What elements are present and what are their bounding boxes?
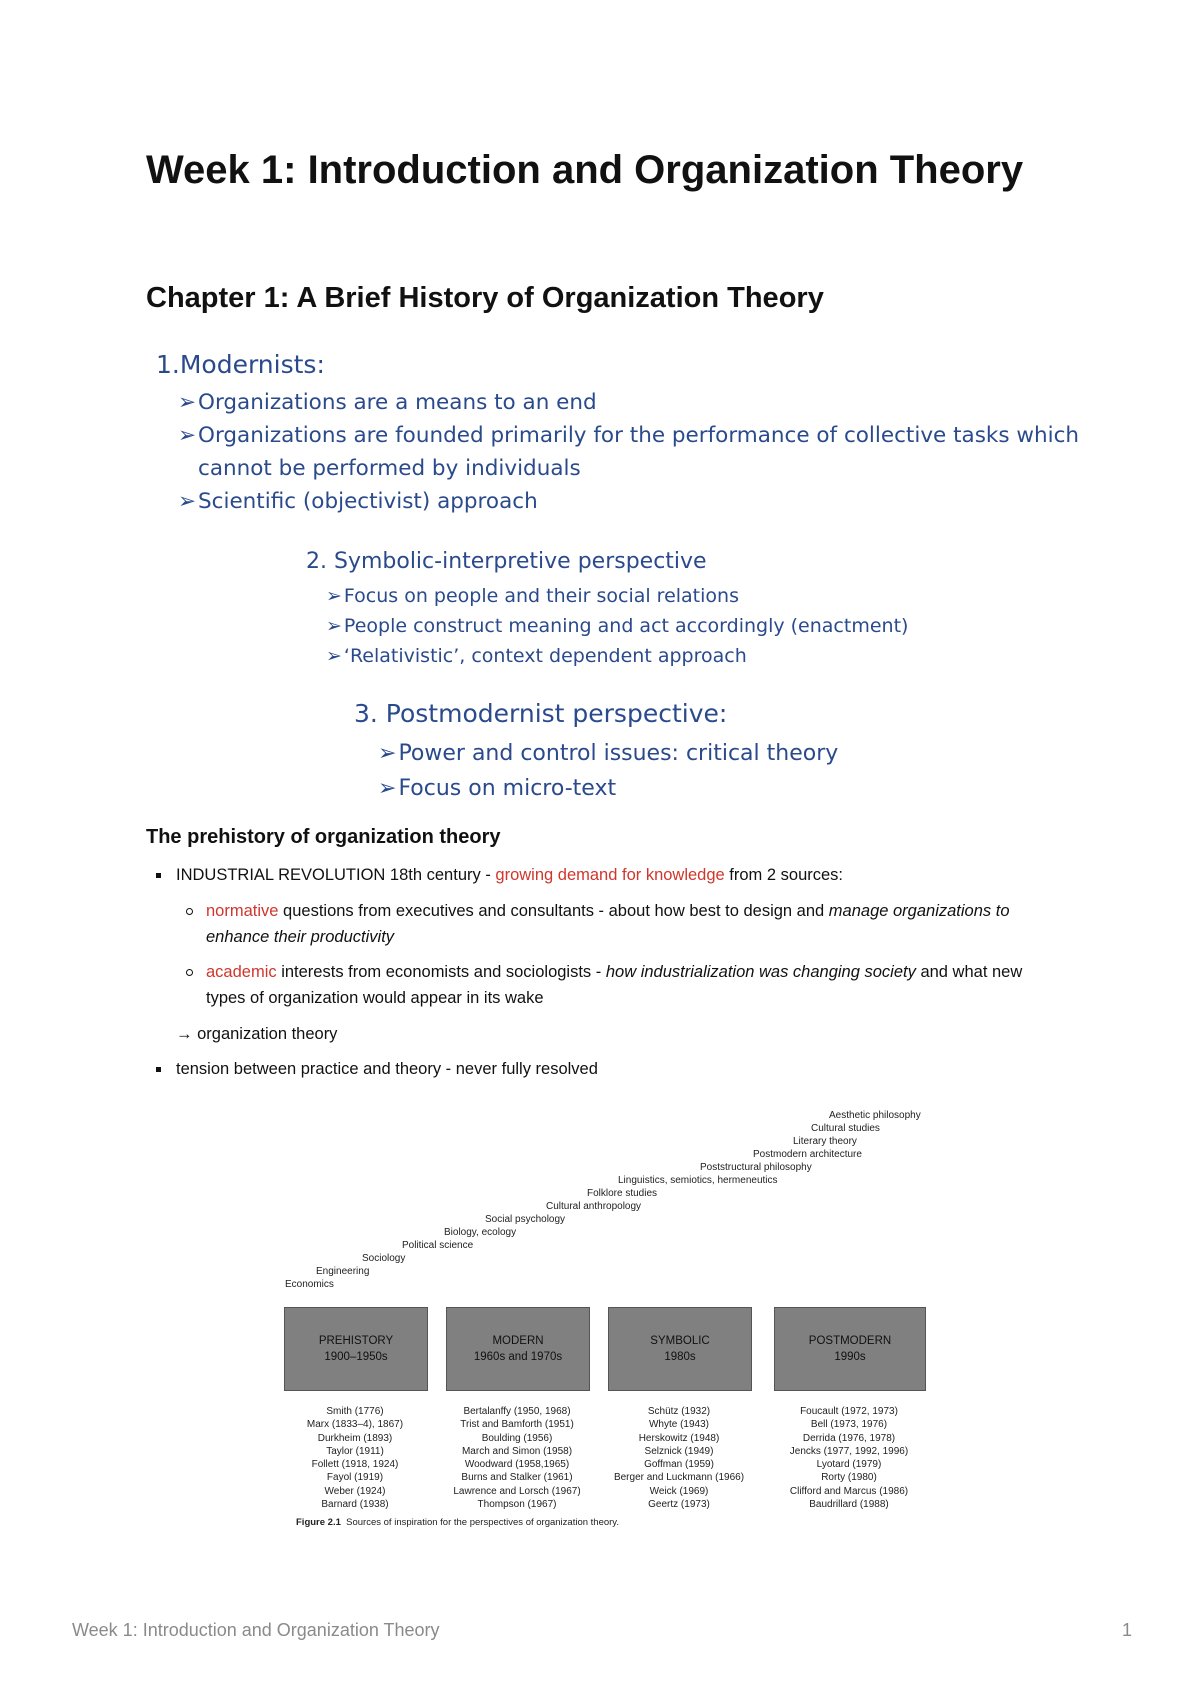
arrow-bullet-icon: ➢ (178, 489, 197, 514)
arrow-bullet-icon: ➢ (326, 615, 342, 637)
modernists-point-3: ➢Scientific (objectivist) approach (178, 489, 538, 514)
page-number: 1 (1122, 1620, 1133, 1640)
period-box-prehistory: PREHISTORY 1900–1950s (284, 1307, 428, 1391)
modernists-point-2: ➢Organizations are founded primarily for the performance of collective tasks which (178, 423, 1080, 448)
postmodern-heading: 3. Postmodernist perspective: (354, 699, 728, 728)
authors-modern: Bertalanffy (1950, 1968) Trist and Bamforth (1951) Boulding (1956) March and Simon (1958) Woodward (1958,1965) Burns and Stalker (1961) Lawrence and Lorsch (1967) Thompson (1967) (453, 1406, 581, 1511)
postmodern-point-1: ➢Power and control issues: critical theory (378, 741, 839, 766)
prehistory-result: → organization theory (176, 1025, 338, 1043)
arrow-bullet-icon: ➢ (178, 423, 197, 448)
period-box-modern: MODERN 1960s and 1970s (446, 1307, 590, 1391)
chapter-heading: Chapter 1: A Brief History of Organization Theory (146, 282, 824, 314)
prehistory-item-2: tension between practice and theory - never fully resolved (176, 1056, 598, 1082)
discipline-label: Sociology (362, 1253, 406, 1264)
discipline-label: Postmodern architecture (753, 1149, 862, 1160)
circle-bullet-icon (186, 908, 193, 915)
discipline-label: Engineering (316, 1266, 370, 1277)
modernists-point-1: ➢Organizations are a means to an end (178, 390, 597, 415)
prehistory-sub-2: academic interests from economists and sociologists - how industrialization was changing society and what new types of organization would appear in its wake (206, 959, 1056, 1011)
discipline-label: Folklore studies (587, 1188, 658, 1199)
discipline-label: Literary theory (793, 1136, 857, 1147)
footer-title: Week 1: Introduction and Organization Theory (72, 1620, 440, 1640)
discipline-label: Aesthetic philosophy (829, 1110, 921, 1121)
symbolic-point-3: ➢ ‘Relativistic’, context dependent approach (326, 645, 747, 667)
modernists-point-2-cont: cannot be performed by individuals (198, 456, 581, 481)
discipline-label: Political science (402, 1240, 474, 1251)
authors-symbolic: Schütz (1932) Whyte (1943) Herskowitz (1948) Selznick (1949) Goffman (1959) Berger and Luckmann (1966) Weick (1969) Geertz (1973) (613, 1406, 745, 1511)
period-box-symbolic: SYMBOLIC 1980s (608, 1307, 752, 1391)
symbolic-point-1: ➢ Focus on people and their social relations (326, 585, 739, 607)
arrow-bullet-icon: ➢ (378, 741, 397, 766)
figure-caption: Figure 2.1 Sources of inspiration for the perspectives of organization theory. (296, 1517, 619, 1528)
symbolic-heading: 2. Symbolic-interpretive perspective (306, 549, 707, 574)
arrow-bullet-icon: ➢ (326, 585, 342, 607)
discipline-label: Cultural anthropology (546, 1201, 642, 1212)
authors-postmodern: Foucault (1972, 1973) Bell (1973, 1976) Derrida (1976, 1978) Jencks (1977, 1992, 1996) Lyotard (1979) Rorty (1980) Clifford and Marcus (1986) Baudrillard (1988) (789, 1406, 909, 1511)
square-bullet-icon (156, 873, 161, 878)
figure-sources-of-inspiration (280, 1105, 940, 1535)
postmodern-point-2: ➢Focus on micro-text (378, 776, 617, 801)
discipline-label: Social psychology (485, 1214, 566, 1225)
symbolic-point-2: ➢ People construct meaning and act accordingly (enactment) (326, 615, 909, 637)
page-title: Week 1: Introduction and Organization Theory (146, 148, 1024, 192)
discipline-label: Biology, ecology (444, 1227, 517, 1238)
square-bullet-icon (156, 1067, 161, 1072)
discipline-label: Economics (285, 1279, 334, 1290)
circle-bullet-icon (186, 969, 193, 976)
arrow-bullet-icon: ➢ (378, 776, 397, 801)
discipline-label: Poststructural philosophy (700, 1162, 812, 1173)
discipline-label: Linguistics, semiotics, hermeneutics (618, 1175, 778, 1186)
arrow-bullet-icon: ➢ (178, 390, 197, 415)
authors-prehistory: Smith (1776) Marx (1833–4), 1867) Durkheim (1893) Taylor (1911) Follett (1918, 1924) Fayol (1919) Weber (1924) Barnard (1938) (306, 1406, 404, 1511)
right-arrow-icon: → (176, 1025, 193, 1043)
prehistory-sub-1: normative questions from executives and consultants - about how best to design and manage organizations to enhance their productivity (206, 898, 1056, 950)
period-box-postmodern: POSTMODERN 1990s (774, 1307, 926, 1391)
prehistory-heading: The prehistory of organization theory (146, 826, 501, 848)
arrow-bullet-icon: ➢ (326, 645, 342, 667)
modernists-heading: 1.Modernists: (156, 350, 325, 379)
prehistory-item-1: INDUSTRIAL REVOLUTION 18th century - growing demand for knowledge from 2 sources: (176, 862, 1056, 888)
discipline-label: Cultural studies (811, 1123, 880, 1134)
